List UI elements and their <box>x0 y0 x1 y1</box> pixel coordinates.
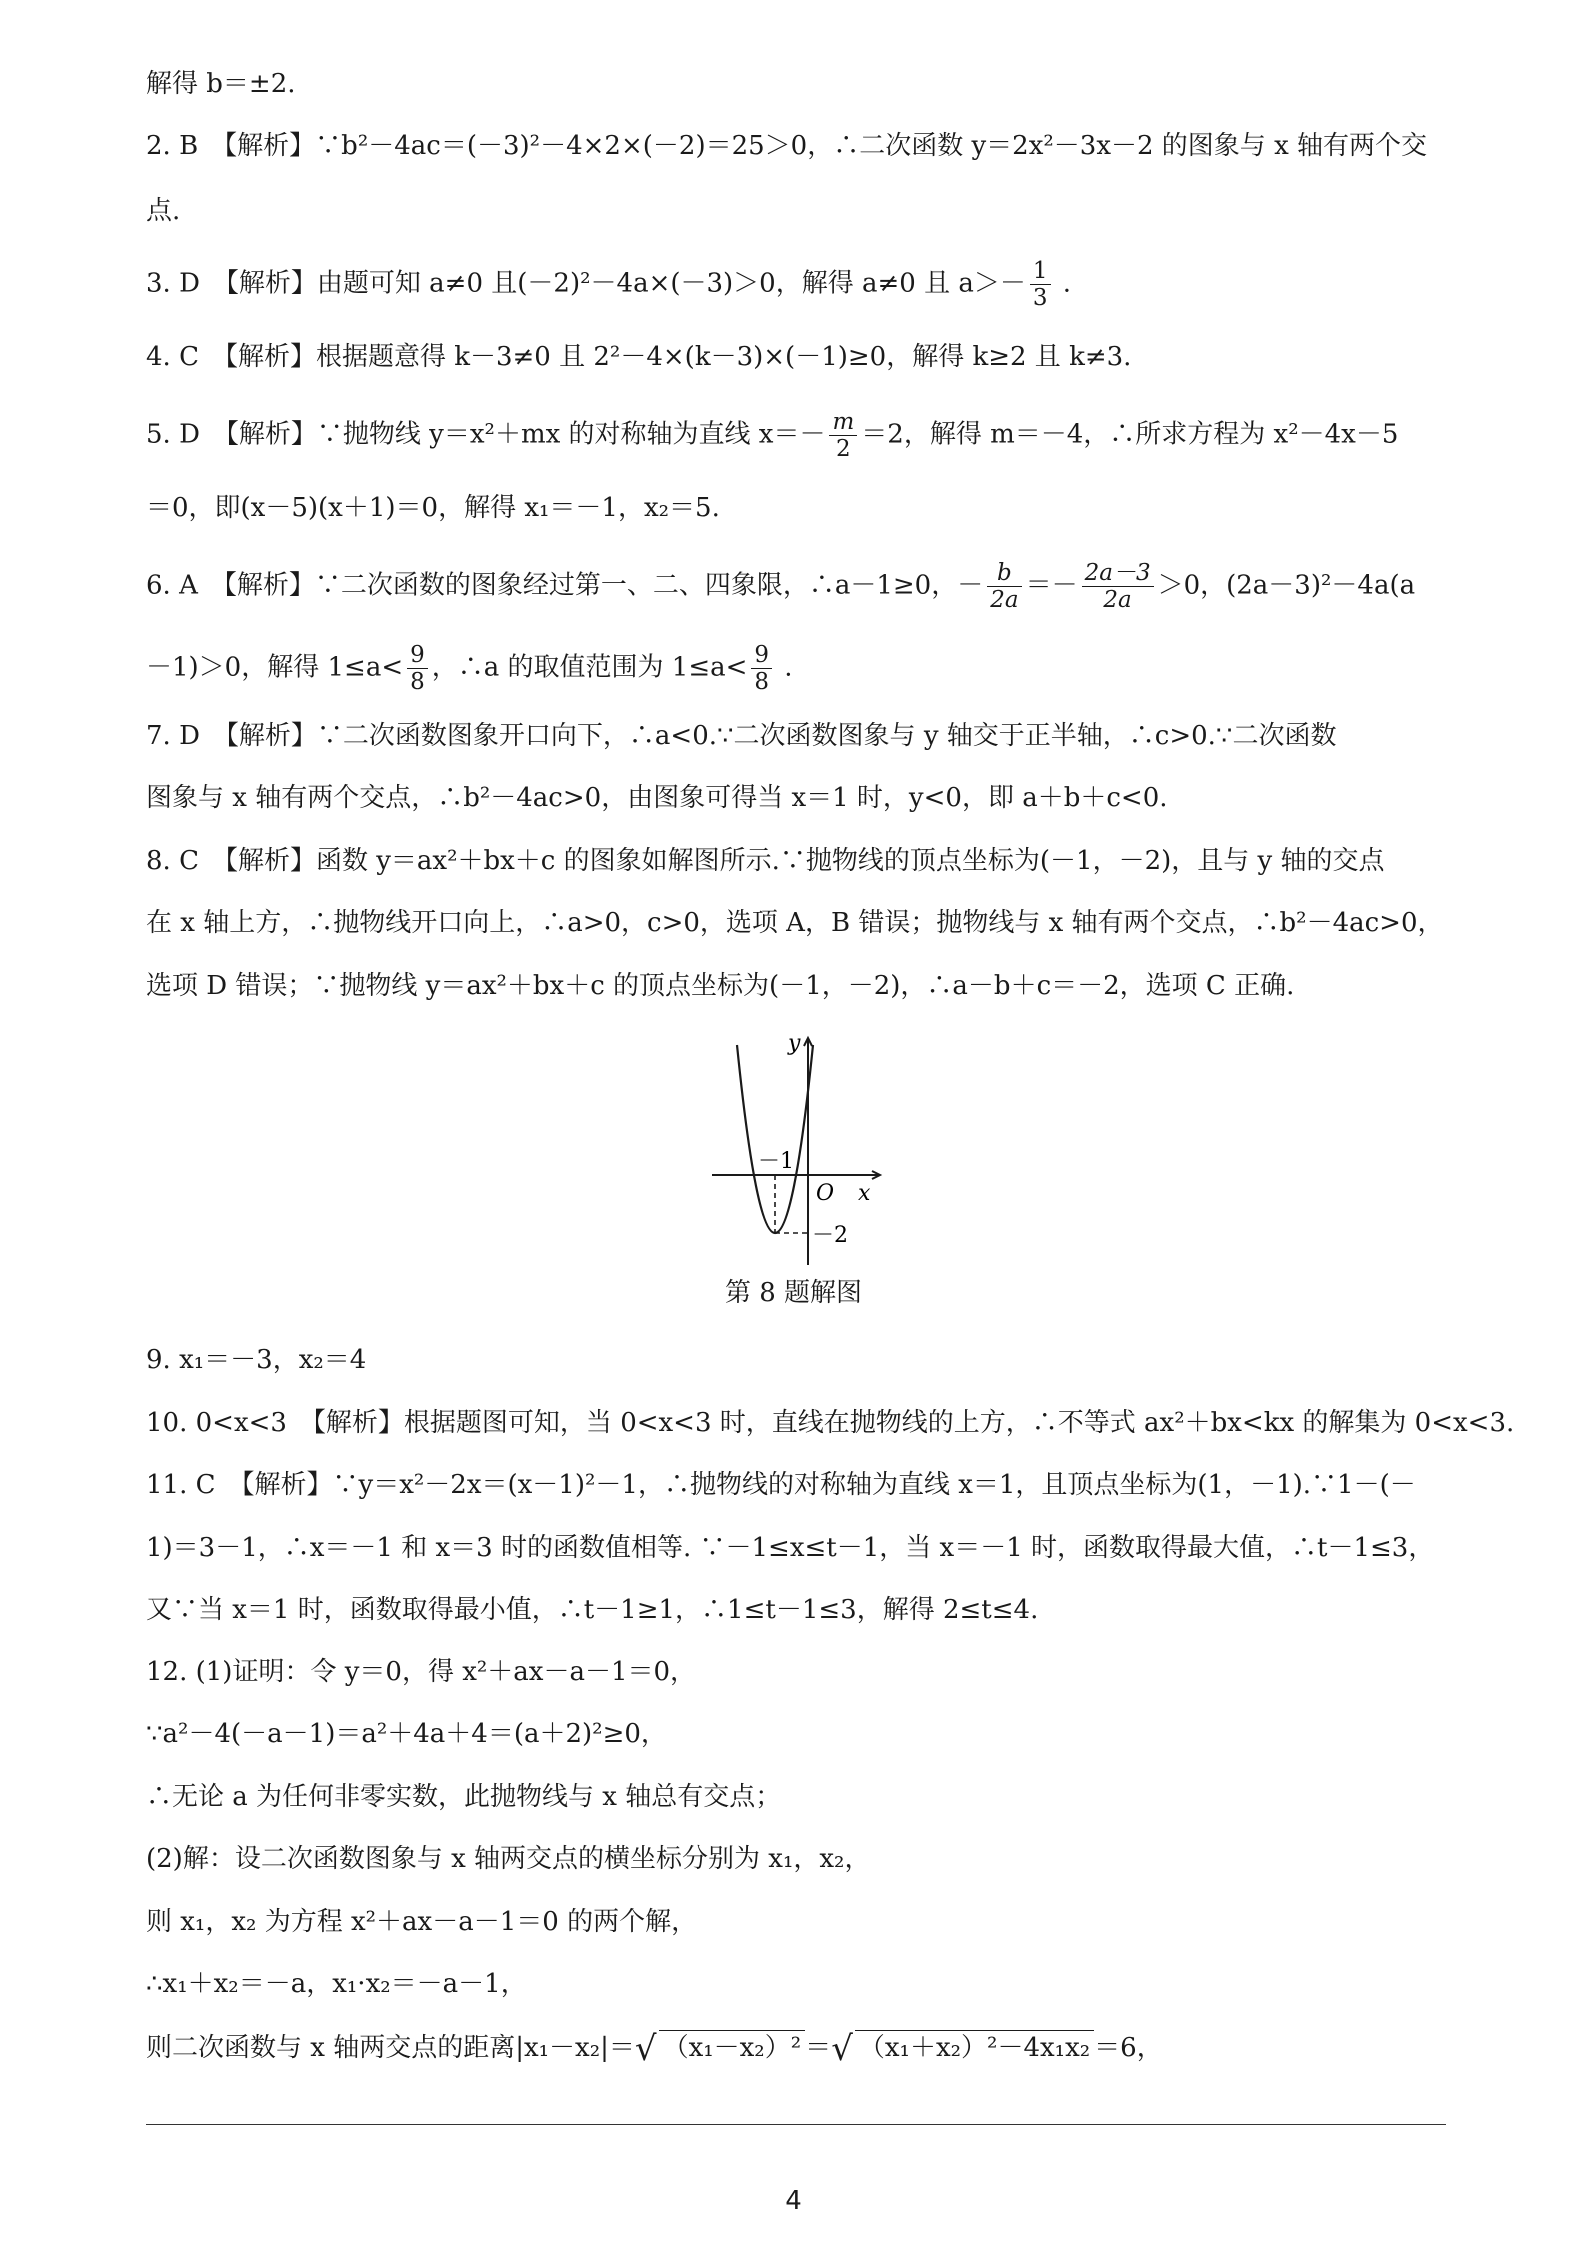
text-segment: 5. D 【解析】∵抛物线 y＝x²＋mx 的对称轴为直线 x＝－ <box>146 419 826 450</box>
numerator: 2a－3 <box>1082 560 1154 587</box>
footer-divider <box>146 2124 1446 2125</box>
radical-sign: √ <box>831 2029 853 2069</box>
numerator: b <box>987 560 1021 587</box>
fraction <box>407 642 428 695</box>
figure-caption: 第 8 题解图 <box>724 1278 863 1308</box>
fraction <box>987 560 1021 613</box>
text-segment: 6. A 【解析】∵二次函数的图象经过第一、二、四象限，∴a－1≥0，－ <box>146 570 984 601</box>
text-line: ＝0，即(x－5)(x＋1)＝0，解得 x₁＝－1，x₂＝5. <box>146 493 720 523</box>
fraction <box>1030 258 1051 311</box>
text-line: 又∵当 x＝1 时，函数取得最小值，∴t－1≥1，∴1≤t－1≤3，解得 2≤t≤4. <box>146 1595 1039 1625</box>
text-segment: . <box>1054 268 1072 299</box>
text-line: ∴无论 a 为任何非零实数，此抛物线与 x 轴总有交点； <box>146 1782 782 1812</box>
text-segment: ＝－ <box>1025 570 1078 601</box>
fraction <box>1082 560 1154 613</box>
page-number: 4 <box>785 2186 802 2216</box>
text-line: 11. C 【解析】∵y＝x²－2x＝(x－1)²－1，∴抛物线的对称轴为直线 x＝1，且顶点坐标为(1，－1).∵1－(－ <box>146 1470 1416 1500</box>
numerator: m <box>829 409 857 436</box>
text-line <box>146 642 1446 695</box>
vertex-x-label: －1 <box>758 1149 794 1174</box>
text-line <box>146 409 1446 462</box>
text-line: 1)＝3－1，∴x＝－1 和 x＝3 时的函数值相等. ∵－1≤x≤t－1，当 x＝－1 时，函数取得最大值，∴t－1≤3， <box>146 1533 1435 1563</box>
text-line: 则 x₁，x₂ 为方程 x²＋ax－a－1＝0 的两个解， <box>146 1907 698 1937</box>
text-segment: 3. D 【解析】由题可知 a≠0 且(－2)²－4a×(－3)＞0，解得 a≠0 且 a＞－ <box>146 268 1026 299</box>
text-line <box>146 2030 1446 2067</box>
text-line: 9. x₁＝－3，x₂＝4 <box>146 1345 367 1375</box>
x-axis-label: x <box>858 1181 871 1206</box>
denominator: 2a <box>1103 587 1132 613</box>
text-segment: ，∴a 的取值范围为 1≤a< <box>431 652 748 683</box>
text-segment: －1)＞0，解得 1≤a< <box>146 652 404 683</box>
radicand: （x₁＋x₂）²－4x₁x₂ <box>855 2030 1094 2063</box>
denominator: 2a <box>990 587 1019 613</box>
numerator: 9 <box>751 642 772 669</box>
text-line: 2. B 【解析】∵b²－4ac＝(－3)²－4×2×(－2)＝25＞0，∴二次函数 y＝2x²－3x－2 的图象与 x 轴有两个交 <box>146 131 1427 161</box>
text-line: 10. 0<x<3 【解析】根据题图可知，当 0<x<3 时，直线在抛物线的上方，∴不等式 ax²＋bx<kx 的解集为 0<x<3. <box>146 1408 1515 1438</box>
radicand: （x₁－x₂）² <box>659 2030 806 2063</box>
numerator: 1 <box>1030 258 1051 285</box>
text-line: 点. <box>146 196 181 226</box>
text-line: ∵a²－4(－a－1)＝a²＋4a＋4＝(a＋2)²≥0， <box>146 1719 667 1749</box>
text-line: (2)解：设二次函数图象与 x 轴两交点的横坐标分别为 x₁，x₂， <box>146 1844 871 1874</box>
text-line: 4. C 【解析】根据题意得 k－3≠0 且 2²－4×(k－3)×(－1)≥0，解得 k≥2 且 k≠3. <box>146 342 1132 372</box>
denominator: 3 <box>1032 285 1048 311</box>
denominator: 8 <box>410 669 425 695</box>
denominator: 2 <box>836 436 851 462</box>
numerator: 9 <box>407 642 428 669</box>
text-line <box>146 560 1446 613</box>
text-line: 解得 b＝±2. <box>146 69 296 99</box>
text-line: 选项 D 错误；∵抛物线 y＝ax²＋bx＋c 的顶点坐标为(－1，－2)，∴a－b＋c＝－2，选项 C 正确. <box>146 971 1295 1001</box>
text-line: ∴x₁＋x₂＝－a，x₁·x₂＝－a－1， <box>146 1969 527 1999</box>
origin-label: O <box>816 1181 835 1206</box>
parabola-figure <box>0 1020 1587 1280</box>
fraction <box>751 642 772 695</box>
text-line: 8. C 【解析】函数 y＝ax²＋bx＋c 的图象如解图所示.∵抛物线的顶点坐标为(－1，－2)，且与 y 轴的交点 <box>146 846 1385 876</box>
text-segment: ＞0，(2a－3)²－4a(a <box>1157 570 1416 601</box>
vertex-y-label: －2 <box>812 1223 848 1248</box>
text-segment: 则二次函数与 x 轴两交点的距离|x₁－x₂|＝ <box>146 2033 635 2063</box>
denominator: 8 <box>754 669 770 695</box>
text-segment: ＝6， <box>1094 2033 1163 2063</box>
text-segment: ＝2，解得 m＝－4，∴所求方程为 x²－4x－5 <box>861 419 1399 450</box>
fraction <box>829 409 857 462</box>
radical-sign: √ <box>634 2029 657 2069</box>
text-line: 在 x 轴上方，∴抛物线开口向上，∴a>0，c>0，选项 A，B 错误；抛物线与 x 轴有两个交点，∴b²－4ac>0， <box>146 908 1444 938</box>
text-line: 12. (1)证明：令 y＝0，得 x²＋ax－a－1＝0， <box>146 1657 697 1687</box>
text-segment: . <box>776 652 793 683</box>
y-axis-label: y <box>788 1031 801 1056</box>
text-line <box>146 258 1446 311</box>
text-segment: ＝ <box>805 2033 832 2063</box>
text-line: 7. D 【解析】∵二次函数图象开口向下，∴a<0.∵二次函数图象与 y 轴交于正半轴，∴c>0.∵二次函数 <box>146 721 1337 751</box>
text-line: 图象与 x 轴有两个交点，∴b²－4ac>0，由图象可得当 x＝1 时，y<0，即 a＋b＋c<0. <box>146 783 1168 813</box>
